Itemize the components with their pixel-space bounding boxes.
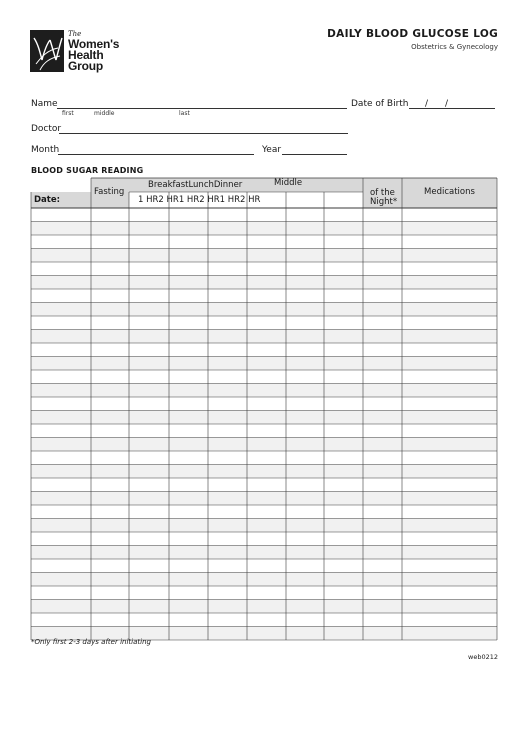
meals-column-header: BreakfastLunchDinner [148, 180, 243, 190]
document-title: DAILY BLOOD GLUCOSE LOG [327, 28, 498, 40]
hour-sub-headers: 1 HR2 HR1 HR2 HR1 HR2 HR [138, 195, 261, 205]
footnote: *Only first 2-3 days after initiating [31, 638, 151, 646]
first-name-label: first [62, 110, 74, 117]
row-shade [31, 303, 497, 317]
name-label: Name [31, 99, 58, 109]
night-column-header-2: Night* [370, 197, 398, 207]
date-column-header: Date: [34, 195, 61, 205]
dob-separator-2: / [445, 99, 449, 109]
row-shade [31, 600, 497, 614]
logo-line-1: Women's [68, 37, 120, 51]
row-shade [31, 438, 497, 452]
fasting-column-header: Fasting [94, 187, 125, 197]
dob-label: Date of Birth [351, 99, 409, 109]
night-column-header-1: of the [370, 188, 395, 198]
logo-the-text: The [68, 30, 82, 38]
logo-line-2: Health [68, 48, 104, 62]
row-shade [31, 357, 497, 371]
row-shade [31, 276, 497, 290]
row-shade [31, 384, 497, 398]
doctor-label: Doctor [31, 124, 62, 134]
document-subtitle: Obstetrics & Gynecology [411, 43, 498, 51]
last-name-label: last [179, 110, 190, 117]
section-title: BLOOD SUGAR READING [31, 166, 144, 175]
row-shade [31, 465, 497, 479]
logo-line-3: Group [68, 59, 103, 73]
row-shade [31, 546, 497, 560]
row-shade [31, 519, 497, 533]
form-code: web0212 [468, 653, 498, 661]
row-shade [31, 492, 497, 506]
row-shade [31, 573, 497, 587]
row-shade [31, 249, 497, 263]
row-shade [31, 411, 497, 425]
row-shade [31, 222, 497, 236]
month-label: Month [31, 145, 60, 155]
year-label: Year [262, 145, 282, 155]
row-shade [31, 330, 497, 344]
dob-separator-1: / [425, 99, 429, 109]
middle-name-label: middle [94, 110, 115, 117]
middle-column-header: Middle [274, 178, 303, 188]
medications-column-header: Medications [424, 187, 475, 197]
